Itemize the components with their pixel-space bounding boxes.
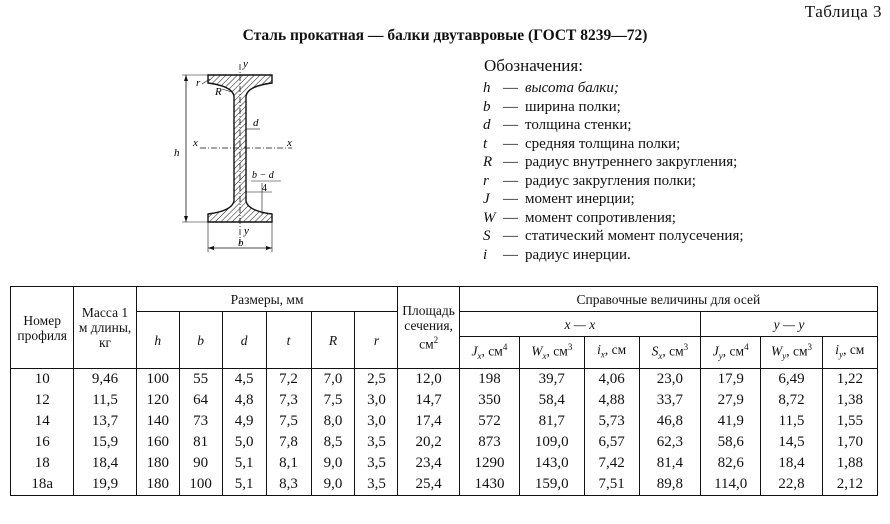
header-area: Площадь сечения, $см^2$ [398, 287, 459, 369]
legend-item: i — радиус инерции. [483, 246, 631, 263]
table-cell: 19,9 [74, 474, 136, 496]
table-cell: 159,0 [520, 474, 584, 496]
table-cell: 7,8 [266, 432, 311, 453]
table-cell: 2,5 [355, 369, 398, 391]
table-cell: 4,88 [584, 390, 639, 411]
table-cell: 22,8 [761, 474, 822, 496]
legend-item: t — средняя толщина полки; [483, 135, 681, 152]
table-cell: 12 [11, 390, 74, 411]
header-mass: Масса 1 м длины, кг [74, 287, 136, 369]
table-cell: 8,0 [311, 411, 355, 432]
table-cell: 39,7 [520, 369, 584, 391]
table-cell: 1,22 [822, 369, 877, 391]
table-cell: 7,5 [266, 411, 311, 432]
table-cell: 81,7 [520, 411, 584, 432]
table-cell: 7,3 [266, 390, 311, 411]
table-cell: 17,4 [398, 411, 459, 432]
table-cell: 18 [11, 453, 74, 474]
table-cell: 4,9 [222, 411, 266, 432]
table-cell: 9,0 [311, 474, 355, 496]
header-profile: Номер профиля [11, 287, 74, 369]
header-R: R [311, 312, 355, 369]
table-body [11, 369, 878, 496]
table-cell: 4,06 [584, 369, 639, 391]
header-axis-yy: y — y [701, 312, 878, 337]
i-beam-diagram [160, 56, 310, 256]
table-cell: 18,4 [74, 453, 136, 474]
table-cell: 1290 [459, 453, 519, 474]
table-cell: 3,0 [355, 390, 398, 411]
table-cell: 90 [179, 453, 222, 474]
header-Jx: $J_x$, $см^4$ [459, 337, 519, 369]
table-cell: 55 [179, 369, 222, 391]
table-cell: 140 [136, 411, 179, 432]
table-cell: 81 [179, 432, 222, 453]
legend-item: h — высота балки; [483, 80, 619, 96]
table-cell: 14,7 [398, 390, 459, 411]
table-cell: 3,5 [355, 453, 398, 474]
header-r: r [355, 312, 398, 369]
label-y-top: y [243, 58, 248, 70]
table-cell: 143,0 [520, 453, 584, 474]
table-cell: 89,8 [639, 474, 700, 496]
legend-list [483, 79, 744, 264]
legend-heading: Обозначения: [484, 56, 583, 75]
legend-item: R — радиус внутреннего закругления; [483, 154, 738, 170]
table-cell: 58,6 [701, 432, 761, 453]
table-cell: 1,55 [822, 411, 877, 432]
table-cell: 3,5 [355, 474, 398, 496]
table-row [11, 390, 878, 411]
table-cell: 1,70 [822, 432, 877, 453]
header-Wx: $W_x$, $см^3$ [520, 337, 584, 369]
table-cell: 5,1 [222, 453, 266, 474]
header-ix: $i_x$, см [584, 337, 639, 369]
table-cell: 73 [179, 411, 222, 432]
header-t: t [266, 312, 311, 369]
table-cell: 2,12 [822, 474, 877, 496]
table-cell: 109,0 [520, 432, 584, 453]
table-cell: 180 [136, 453, 179, 474]
table-cell: 16 [11, 432, 74, 453]
table-cell: 18а [11, 474, 74, 496]
table-cell: 114,0 [701, 474, 761, 496]
header-Sx: $S_x$, $см^3$ [639, 337, 700, 369]
table-cell: 7,2 [266, 369, 311, 391]
header-iy: $i_y$, см [822, 337, 877, 369]
table-cell: 62,3 [639, 432, 700, 453]
table-cell: 64 [179, 390, 222, 411]
table-cell: 8,5 [311, 432, 355, 453]
table-cell: 9,46 [74, 369, 136, 391]
table-cell: 100 [136, 369, 179, 391]
table-cell: 180 [136, 474, 179, 496]
table-cell: 5,73 [584, 411, 639, 432]
label-d: d [253, 117, 259, 129]
table-cell: 14,5 [761, 432, 822, 453]
label-R: R [215, 86, 222, 98]
table-cell: 6,49 [761, 369, 822, 391]
table-cell: 572 [459, 411, 519, 432]
table-cell: 82,6 [701, 453, 761, 474]
document-title: Сталь прокатная — балки двутавровые (ГОСТ 8239—72) [242, 27, 648, 44]
table-cell: 11,5 [74, 390, 136, 411]
beam-properties-table [10, 286, 878, 496]
table-cell: 46,8 [639, 411, 700, 432]
table-row [11, 432, 878, 453]
header-reference: Справочные величины для осей [459, 287, 877, 312]
table-cell: 1,88 [822, 453, 877, 474]
legend-item: r — радиус закругления полки; [483, 172, 696, 189]
table-cell: 160 [136, 432, 179, 453]
label-y-bottom: y [244, 225, 249, 237]
header-h: h [136, 312, 179, 369]
legend-item: d — толщина стенки; [483, 117, 632, 133]
table-cell: 23,0 [639, 369, 700, 391]
label-x-right: x [287, 137, 292, 149]
table-cell: 1430 [459, 474, 519, 496]
table-number: Таблица 3 [804, 2, 882, 21]
table-row [11, 453, 878, 474]
table-cell: 27,9 [701, 390, 761, 411]
table-cell: 20,2 [398, 432, 459, 453]
table-row [11, 411, 878, 432]
header-b: b [179, 312, 222, 369]
label-frac-num: b − d [252, 170, 274, 181]
table-cell: 15,9 [74, 432, 136, 453]
header-d: d [222, 312, 266, 369]
label-frac-den: 4 [262, 183, 267, 194]
table-cell: 8,72 [761, 390, 822, 411]
table-cell: 14 [11, 411, 74, 432]
table-cell: 18,4 [761, 453, 822, 474]
table-cell: 81,4 [639, 453, 700, 474]
table-row [11, 474, 878, 496]
table-cell: 8,3 [266, 474, 311, 496]
table-cell: 100 [179, 474, 222, 496]
table-cell: 13,7 [74, 411, 136, 432]
table-cell: 7,5 [311, 390, 355, 411]
table-cell: 7,0 [311, 369, 355, 391]
table-cell: 350 [459, 390, 519, 411]
header-Wy: $W_y$, $см^3$ [761, 337, 822, 369]
table-cell: 3,5 [355, 432, 398, 453]
table-cell: 1,38 [822, 390, 877, 411]
table-cell: 23,4 [398, 453, 459, 474]
table-row [11, 369, 878, 391]
table-cell: 58,4 [520, 390, 584, 411]
label-b: b [238, 237, 244, 249]
table-cell: 6,57 [584, 432, 639, 453]
table-cell: 3,0 [355, 411, 398, 432]
table-cell: 7,42 [584, 453, 639, 474]
legend-item: W — момент сопротивления; [483, 209, 676, 226]
header-Jy: $J_y$, $см^4$ [701, 337, 761, 369]
table-cell: 4,8 [222, 390, 266, 411]
table-cell: 33,7 [639, 390, 700, 411]
legend-item: b — ширина полки; [483, 98, 621, 115]
table-cell: 10 [11, 369, 74, 391]
header-axis-xx: x — x [459, 312, 700, 337]
table-cell: 5,0 [222, 432, 266, 453]
table-cell: 120 [136, 390, 179, 411]
label-h: h [174, 147, 180, 159]
table-cell: 5,1 [222, 474, 266, 496]
label-r: r [196, 77, 201, 89]
table-cell: 4,5 [222, 369, 266, 391]
table-cell: 25,4 [398, 474, 459, 496]
table-cell: 17,9 [701, 369, 761, 391]
table-cell: 41,9 [701, 411, 761, 432]
table-cell: 873 [459, 432, 519, 453]
table-cell: 7,51 [584, 474, 639, 496]
table-cell: 9,0 [311, 453, 355, 474]
legend-item: S — статический момент полусечения; [483, 228, 744, 244]
label-x-left: x [193, 137, 198, 149]
table-cell: 12,0 [398, 369, 459, 391]
legend-item: J — момент инерции; [483, 191, 635, 207]
table-cell: 198 [459, 369, 519, 391]
header-dimensions: Размеры, мм [136, 287, 398, 312]
table-cell: 11,5 [761, 411, 822, 432]
table-cell: 8,1 [266, 453, 311, 474]
